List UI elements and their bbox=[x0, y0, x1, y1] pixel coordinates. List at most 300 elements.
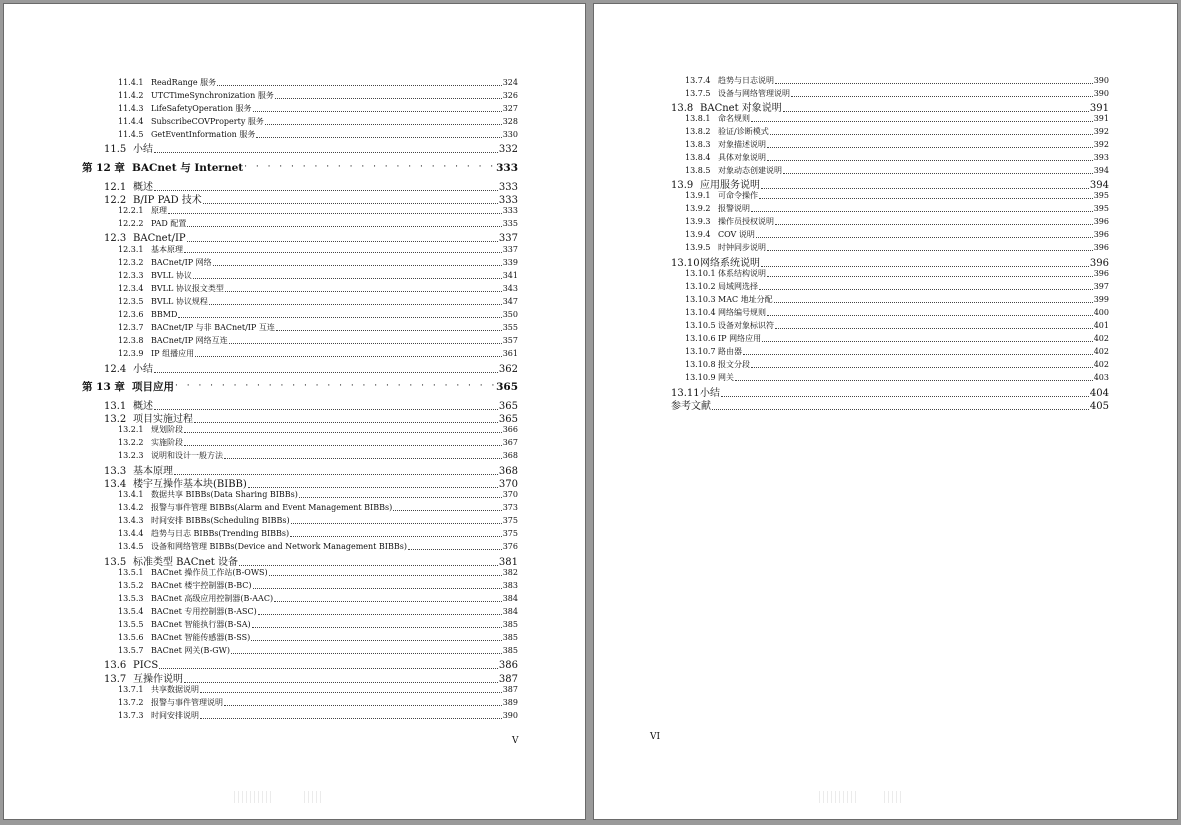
toc-entry-subsection bbox=[118, 321, 518, 333]
toc-entry-number: 13.5.7 bbox=[118, 646, 144, 655]
toc-entry-subsection bbox=[685, 87, 1109, 99]
toc-entry-title: SubscribeCOVProperty 服务 bbox=[151, 117, 264, 126]
toc-entry-title: PICS bbox=[133, 660, 159, 671]
toc-entry-number: 12.3.5 bbox=[118, 297, 144, 306]
toc-entry-number: 13.5.4 bbox=[118, 607, 144, 616]
toc-entry-number: 13.10.1 bbox=[685, 269, 716, 278]
toc-entry-title: 对象描述说明 bbox=[718, 140, 766, 149]
toc-entry-number: 13.10.4 bbox=[685, 308, 716, 317]
toc-entry-subsection bbox=[685, 189, 1109, 201]
toc-entry-page: 395 bbox=[1093, 204, 1109, 213]
toc-entry-subsection bbox=[685, 293, 1109, 305]
toc-entry-number: 13.8 bbox=[671, 103, 694, 114]
leader-dots bbox=[751, 113, 1093, 122]
toc-entry-number: 13.10.2 bbox=[685, 282, 716, 291]
toc-entry-title: BACnet 网关(B-GW) bbox=[151, 646, 231, 655]
toc-entry-title: BACnet/IP bbox=[133, 233, 186, 244]
scan-artifact bbox=[234, 791, 274, 803]
toc-entry-title: 时钟同步说明 bbox=[718, 243, 766, 252]
toc-entry-subsection bbox=[118, 579, 518, 591]
toc-entry-subsection bbox=[118, 488, 518, 500]
toc-entry-subsection bbox=[118, 683, 518, 695]
toc-entry-title: 对象动态创建说明 bbox=[718, 166, 782, 175]
toc-entry-page: 382 bbox=[502, 568, 518, 577]
leader-dots bbox=[159, 658, 498, 669]
toc-entry-number: 13.10.6 bbox=[685, 334, 716, 343]
toc-entry-page: 366 bbox=[502, 425, 518, 434]
toc-entry-page: 404 bbox=[1089, 388, 1109, 399]
toc-entry-subsection bbox=[118, 709, 518, 721]
toc-entry-number: 12.2 bbox=[104, 195, 127, 206]
toc-entry-page: 328 bbox=[502, 117, 518, 126]
leader-dots bbox=[154, 180, 498, 191]
toc-entry-page: 337 bbox=[498, 233, 518, 244]
toc-entry-number: 13.11 bbox=[671, 388, 700, 399]
toc-entry-number: 13.5.5 bbox=[118, 620, 144, 629]
leader-dots bbox=[187, 218, 501, 227]
toc-entry-subsection bbox=[685, 202, 1109, 214]
toc-entry-title: GetEventInformation 服务 bbox=[151, 130, 256, 139]
toc-entry-subsection bbox=[118, 696, 518, 708]
toc-entry-page: 391 bbox=[1089, 103, 1109, 114]
toc-entry-title: 操作员授权说明 bbox=[718, 217, 774, 226]
toc-entry-number: 13.4.2 bbox=[118, 503, 144, 512]
leader-dots bbox=[224, 697, 502, 706]
toc-entry-title: BACnet 智能传感器(B-SS) bbox=[151, 633, 251, 642]
leader-dots bbox=[184, 424, 502, 433]
toc-entry-number: 13.8.2 bbox=[685, 127, 711, 136]
scan-artifact bbox=[304, 791, 324, 803]
toc-entry-page: 402 bbox=[1093, 360, 1109, 369]
toc-entry-page: 384 bbox=[502, 607, 518, 616]
toc-entry-number: 13.4.1 bbox=[118, 490, 144, 499]
leader-dots bbox=[184, 244, 502, 253]
toc-entry-page: 375 bbox=[502, 529, 518, 538]
toc-entry-number: 13.2.1 bbox=[118, 425, 144, 434]
toc-entry-number: 13.10.9 bbox=[685, 373, 716, 382]
toc-entry-title: 设备对象标识符 bbox=[718, 321, 774, 330]
toc-entry-title: IP 组播应用 bbox=[151, 349, 195, 358]
toc-entry-page: 330 bbox=[502, 130, 518, 139]
toc-entry-page: 387 bbox=[498, 674, 518, 685]
toc-entry-subsection bbox=[118, 527, 518, 539]
toc-entry-page: 327 bbox=[502, 104, 518, 113]
toc-entry-title: 数据共享 BIBBs(Data Sharing BIBBs) bbox=[151, 490, 298, 499]
leader-dots bbox=[759, 281, 1093, 290]
toc-entry-section bbox=[104, 360, 518, 375]
toc-entry-subsection bbox=[685, 112, 1109, 124]
leader-dots bbox=[174, 464, 498, 475]
leader-dots bbox=[783, 165, 1093, 174]
toc-entry-title: 报警与事件管理说明 bbox=[151, 698, 223, 707]
toc-entry-title: 基本原理 bbox=[133, 466, 173, 477]
toc-entry-page: 333 bbox=[498, 195, 518, 206]
toc-entry-subsection bbox=[118, 102, 518, 114]
page-folio-right: VI bbox=[650, 732, 661, 742]
toc-entry-subsection bbox=[118, 204, 518, 216]
toc-entry-subsection bbox=[118, 76, 518, 88]
toc-entry-page: 370 bbox=[502, 490, 518, 499]
toc-entry-page: 397 bbox=[1093, 282, 1109, 291]
toc-entry-title: 项目应用 bbox=[132, 381, 174, 393]
leader-dots bbox=[184, 437, 502, 446]
leader-dots bbox=[200, 710, 502, 719]
toc-entry-subsection bbox=[118, 243, 518, 255]
toc-entry-subsection bbox=[118, 269, 518, 281]
toc-entry-title: BACnet 高级应用控制器(B-AAC) bbox=[151, 594, 274, 603]
toc-entry-number: 12.3.2 bbox=[118, 258, 144, 267]
toc-entry-subsection bbox=[685, 138, 1109, 150]
toc-entry-number: 11.4.4 bbox=[118, 117, 144, 126]
toc-entry-page: 365 bbox=[498, 414, 518, 425]
toc-entry-subsection bbox=[118, 501, 518, 513]
leader-dots bbox=[762, 333, 1093, 342]
toc-entry-number: 12.1 bbox=[104, 182, 127, 193]
toc-entry-page: 347 bbox=[502, 297, 518, 306]
toc-entry-title: ReadRange 服务 bbox=[151, 78, 217, 87]
toc-entry-number: 13.5.3 bbox=[118, 594, 144, 603]
toc-entry-subsection bbox=[118, 644, 518, 656]
toc-entry-title: BVLL 协议 bbox=[151, 271, 192, 280]
toc-entry-number: 13.1 bbox=[104, 401, 127, 412]
toc-entry-title: BACnet 对象说明 bbox=[700, 103, 782, 114]
toc-entry-subsection bbox=[118, 540, 518, 552]
leader-dots bbox=[178, 309, 501, 318]
toc-entry-subsection bbox=[685, 345, 1109, 357]
toc-entry-title: 设备与网络管理说明 bbox=[718, 89, 790, 98]
toc-entry-number: 12.3.4 bbox=[118, 284, 144, 293]
leader-dots bbox=[791, 88, 1093, 97]
toc-entry-subsection bbox=[685, 74, 1109, 86]
toc-entry-page: 335 bbox=[502, 219, 518, 228]
toc-entry-number: 11.4.5 bbox=[118, 130, 144, 139]
toc-entry-page: 370 bbox=[498, 479, 518, 490]
toc-entry-number: 13.5.1 bbox=[118, 568, 144, 577]
toc-entry-number: 12.2.1 bbox=[118, 206, 144, 215]
toc-entry-subsection bbox=[685, 280, 1109, 292]
toc-entry-page: 400 bbox=[1093, 308, 1109, 317]
toc-entry-title: 应用服务说明 bbox=[700, 180, 760, 191]
toc-entry-page: 355 bbox=[502, 323, 518, 332]
toc-entry-number: 第 13 章 bbox=[82, 381, 125, 393]
toc-entry-subsection bbox=[118, 217, 518, 229]
toc-entry-number: 11.4.2 bbox=[118, 91, 144, 100]
toc-entry-subsection bbox=[118, 423, 518, 435]
leader-dots bbox=[774, 294, 1093, 303]
left-page bbox=[3, 3, 586, 820]
toc-entry-title: BACnet 专用控制器(B-ASC) bbox=[151, 607, 257, 616]
leader-dots bbox=[408, 541, 502, 550]
toc-entry-page: 396 bbox=[1089, 258, 1109, 269]
toc-entry-section bbox=[104, 230, 518, 244]
leader-dots bbox=[154, 399, 498, 410]
toc-entry-page: 365 bbox=[496, 381, 518, 393]
toc-entry-title: BACnet/IP 网络互连 bbox=[151, 336, 228, 345]
toc-entry-page: 367 bbox=[502, 438, 518, 447]
leader-dots bbox=[251, 632, 502, 641]
leader-dots bbox=[721, 386, 1089, 397]
toc-entry-chapter bbox=[82, 379, 518, 394]
toc-entry-title: BVLL 协议报文类型 bbox=[151, 284, 224, 293]
leader-dots bbox=[248, 477, 498, 488]
toc-entry-title: B/IP PAD 技术 bbox=[133, 195, 202, 206]
toc-entry-title: 可命令操作 bbox=[718, 191, 758, 200]
toc-entry-number: 13.4.4 bbox=[118, 529, 144, 538]
toc-entry-title: IP 网络应用 bbox=[718, 334, 762, 343]
toc-entry-title: 小结 bbox=[133, 144, 153, 155]
toc-entry-page: 390 bbox=[502, 711, 518, 720]
toc-entry-section bbox=[104, 140, 518, 155]
toc-entry-page: 383 bbox=[502, 581, 518, 590]
toc-entry-page: 399 bbox=[1093, 295, 1109, 304]
toc-entry-title: 时间安排 BIBBs(Scheduling BIBBs) bbox=[151, 516, 290, 525]
toc-entry-number: 13.8.1 bbox=[685, 114, 711, 123]
toc-entry-number: 12.3.6 bbox=[118, 310, 144, 319]
toc-entry-title: 参考文献 bbox=[671, 401, 711, 412]
toc-entry-number: 13.7.4 bbox=[685, 76, 711, 85]
toc-entry-number: 12.3.9 bbox=[118, 349, 144, 358]
toc-entry-page: 361 bbox=[502, 349, 518, 358]
toc-entry-number: 13.10 bbox=[671, 258, 700, 269]
toc-entry-title: UTCTimeSynchronization 服务 bbox=[151, 91, 274, 100]
toc-entry-page: 324 bbox=[502, 78, 518, 87]
toc-entry-page: 390 bbox=[1093, 89, 1109, 98]
leader-dots bbox=[231, 645, 502, 654]
leader-dots bbox=[168, 205, 502, 214]
toc-entry-page: 405 bbox=[1089, 401, 1109, 412]
toc-entry-number: 13.2 bbox=[104, 414, 127, 425]
toc-entry-number: 13.2.2 bbox=[118, 438, 144, 447]
scan-artifact bbox=[819, 791, 859, 803]
leader-dots bbox=[767, 152, 1093, 161]
toc-entry-title: 项目实施过程 bbox=[133, 414, 193, 425]
toc-entry-number: 13.10.5 bbox=[685, 321, 716, 330]
toc-entry-page: 357 bbox=[502, 336, 518, 345]
leader-dots bbox=[225, 283, 502, 292]
toc-entry-number: 13.10.8 bbox=[685, 360, 716, 369]
toc-entry-number: 12.3.3 bbox=[118, 271, 144, 280]
toc-entry-subsection bbox=[118, 256, 518, 268]
leader-dots bbox=[224, 450, 502, 459]
toc-entry-page: 395 bbox=[1093, 191, 1109, 200]
toc-entry-number: 第 12 章 bbox=[82, 162, 125, 174]
toc-entry-page: 396 bbox=[1093, 230, 1109, 239]
leader-dots bbox=[252, 619, 502, 628]
toc-entry-title: 验证/诊断模式 bbox=[718, 127, 769, 136]
toc-entry-page: 392 bbox=[1093, 140, 1109, 149]
toc-entry-number: 13.4 bbox=[104, 479, 127, 490]
leader-dots bbox=[767, 307, 1093, 316]
toc-entry-number: 12.3 bbox=[104, 233, 127, 244]
toc-entry-page: 401 bbox=[1093, 321, 1109, 330]
leader-dots bbox=[712, 399, 1089, 410]
toc-entry-page: 333 bbox=[498, 182, 518, 193]
toc-entry-subsection bbox=[118, 334, 518, 346]
toc-entry-page: 392 bbox=[1093, 127, 1109, 136]
toc-entry-page: 373 bbox=[502, 503, 518, 512]
leader-dots bbox=[770, 126, 1093, 135]
leader-dots bbox=[253, 580, 502, 589]
toc-entry-page: 391 bbox=[1093, 114, 1109, 123]
leader-dots bbox=[193, 270, 502, 279]
leader-dots bbox=[154, 362, 498, 373]
toc-entry-number: 12.3.8 bbox=[118, 336, 144, 345]
toc-entry-number: 13.5.6 bbox=[118, 633, 144, 642]
toc-entry-title: BBMD bbox=[151, 310, 178, 319]
toc-entry-title: 体系结构说明 bbox=[718, 269, 766, 278]
toc-entry-subsection bbox=[118, 295, 518, 307]
toc-entry-number: 13.4.5 bbox=[118, 542, 144, 551]
leader-dots bbox=[265, 116, 502, 125]
leader-dots bbox=[256, 129, 501, 138]
leader-dots bbox=[767, 242, 1093, 251]
toc-entry-title: 命名规则 bbox=[718, 114, 750, 123]
leader-dots bbox=[200, 684, 502, 693]
leader-dots bbox=[761, 178, 1089, 189]
toc-entry-subsection bbox=[685, 228, 1109, 240]
toc-entry-page: 394 bbox=[1093, 166, 1109, 175]
toc-entry-title: 具体对象说明 bbox=[718, 153, 766, 162]
toc-entry-subsection bbox=[685, 267, 1109, 279]
toc-entry-number: 13.10.3 bbox=[685, 295, 716, 304]
toc-entry-subsection bbox=[118, 115, 518, 127]
toc-entry-subsection bbox=[118, 566, 518, 578]
toc-entry-title: 原理 bbox=[151, 206, 167, 215]
toc-entry-title: LifeSafetyOperation 服务 bbox=[151, 104, 252, 113]
toc-entry-title: BACnet 智能执行器(B-SA) bbox=[151, 620, 251, 629]
toc-entry-page: 326 bbox=[502, 91, 518, 100]
toc-entry-title: 设备和网络管理 BIBBs(Device and Network Management BIBBs) bbox=[151, 542, 407, 551]
leader-dots bbox=[756, 229, 1093, 238]
toc-entry-title: 楼宇互操作基本块(BIBB) bbox=[133, 479, 247, 490]
toc-entry-number: 13.4.3 bbox=[118, 516, 144, 525]
leader-dots bbox=[759, 190, 1093, 199]
leader-dots bbox=[743, 346, 1093, 355]
toc-entry-number: 12.3.7 bbox=[118, 323, 144, 332]
toc-entry-subsection bbox=[685, 319, 1109, 331]
toc-entry-title: BVLL 协议规程 bbox=[151, 297, 208, 306]
leader-dots bbox=[767, 139, 1093, 148]
toc-entry-title: BACnet/IP 与非 BACnet/IP 互连 bbox=[151, 323, 275, 332]
toc-entry-number: 13.9.1 bbox=[685, 191, 711, 200]
toc-entry-page: 343 bbox=[502, 284, 518, 293]
toc-entry-title: BACnet 与 Internet bbox=[132, 162, 244, 174]
toc-entry-number: 13.9.4 bbox=[685, 230, 711, 239]
toc-entry-number: 13.9.3 bbox=[685, 217, 711, 226]
toc-entry-number: 13.3 bbox=[104, 466, 127, 477]
toc-entry-number: 13.7 bbox=[104, 674, 127, 685]
toc-entry-page: 396 bbox=[1093, 217, 1109, 226]
toc-entry-subsection bbox=[685, 371, 1109, 383]
toc-entry-title: 互操作说明 bbox=[133, 674, 183, 685]
toc-entry-page: 362 bbox=[498, 364, 518, 375]
toc-entry-subsection bbox=[118, 618, 518, 630]
toc-entry-subsection bbox=[685, 125, 1109, 137]
toc-entry-number: 13.7.3 bbox=[118, 711, 144, 720]
toc-entry-title: 趋势与日志 BIBBs(Trending BIBBs) bbox=[151, 529, 290, 538]
toc-entry-page: 394 bbox=[1089, 180, 1109, 191]
toc-entry-subsection bbox=[685, 358, 1109, 370]
toc-entry-number: 11.5 bbox=[104, 144, 127, 155]
toc-entry-title: 说明和设计一般方法 bbox=[151, 451, 223, 460]
toc-entry-page: 396 bbox=[1093, 243, 1109, 252]
leader-dots bbox=[203, 193, 498, 204]
toc-entry-subsection bbox=[685, 164, 1109, 176]
leader-dots bbox=[783, 101, 1089, 112]
toc-entry-title: 标准类型 BACnet 设备 bbox=[133, 557, 238, 568]
toc-entry-title: 基本原理 bbox=[151, 245, 183, 254]
toc-entry-chapter bbox=[82, 160, 518, 175]
leader-dots bbox=[299, 489, 502, 498]
toc-entry-page: 381 bbox=[498, 557, 518, 568]
toc-entry-title: 报警与事件管理 BIBBs(Alarm and Event Management BIBBs) bbox=[151, 503, 393, 512]
toc-entry-references bbox=[671, 397, 1109, 412]
toc-entry-subsection bbox=[118, 282, 518, 294]
leader-dots bbox=[217, 77, 502, 86]
toc-entry-number: 11.4.3 bbox=[118, 104, 144, 113]
toc-entry-number: 13.7.1 bbox=[118, 685, 144, 694]
toc-entry-number: 13.8.5 bbox=[685, 166, 711, 175]
leader-dots bbox=[775, 75, 1093, 84]
toc-entry-title: 网络系统说明 bbox=[700, 258, 760, 269]
toc-entry-section bbox=[104, 657, 518, 671]
toc-entry-title: 路由器 bbox=[718, 347, 742, 356]
toc-entry-subsection bbox=[118, 592, 518, 604]
leader-dots bbox=[775, 320, 1093, 329]
toc-entry-page: 393 bbox=[1093, 153, 1109, 162]
leader-dots bbox=[184, 672, 498, 683]
toc-entry-number: 12.4 bbox=[104, 364, 127, 375]
leader-dots bbox=[275, 90, 502, 99]
toc-entry-subsection bbox=[118, 605, 518, 617]
toc-entry-page: 368 bbox=[502, 451, 518, 460]
leader-dots bbox=[290, 528, 502, 537]
leader-dots bbox=[761, 256, 1089, 267]
toc-entry-subsection bbox=[685, 215, 1109, 227]
leader-dots bbox=[751, 359, 1093, 368]
toc-entry-title: MAC 地址分配 bbox=[718, 295, 773, 304]
toc-entry-page: 350 bbox=[502, 310, 518, 319]
toc-entry-number: 13.8.3 bbox=[685, 140, 711, 149]
toc-entry-number: 13.7.5 bbox=[685, 89, 711, 98]
toc-entry-title: BACnet 楼宇控制器(B-BC) bbox=[151, 581, 252, 590]
toc-entry-title: 规划阶段 bbox=[151, 425, 183, 434]
toc-entry-subsection bbox=[118, 308, 518, 319]
leader-dots bbox=[239, 555, 498, 566]
leader-dots bbox=[213, 257, 502, 266]
toc-entry-page: 337 bbox=[502, 245, 518, 254]
scan-artifact bbox=[884, 791, 904, 803]
toc-entry-title: 网关 bbox=[718, 373, 734, 382]
toc-entry-title: BACnet/IP 网络 bbox=[151, 258, 212, 267]
toc-entry-subsection bbox=[685, 151, 1109, 163]
toc-entry-number: 13.9.2 bbox=[685, 204, 711, 213]
toc-entry-title: 小结 bbox=[133, 364, 153, 375]
toc-entry-page: 387 bbox=[502, 685, 518, 694]
toc-entry-title: 共享数据说明 bbox=[151, 685, 199, 694]
toc-entry-page: 365 bbox=[498, 401, 518, 412]
toc-entry-page: 396 bbox=[1093, 269, 1109, 278]
toc-entry-subsection bbox=[118, 631, 518, 643]
leader-dots bbox=[258, 606, 502, 615]
leader-dots bbox=[269, 567, 502, 576]
toc-entry-number: 13.5 bbox=[104, 557, 127, 568]
toc-entry-title: 局域网选择 bbox=[718, 282, 758, 291]
toc-entry-page: 389 bbox=[502, 698, 518, 707]
leader-dots bbox=[291, 515, 502, 524]
toc-entry-title: 报警说明 bbox=[718, 204, 750, 213]
toc-entry-number: 13.6 bbox=[104, 660, 127, 671]
